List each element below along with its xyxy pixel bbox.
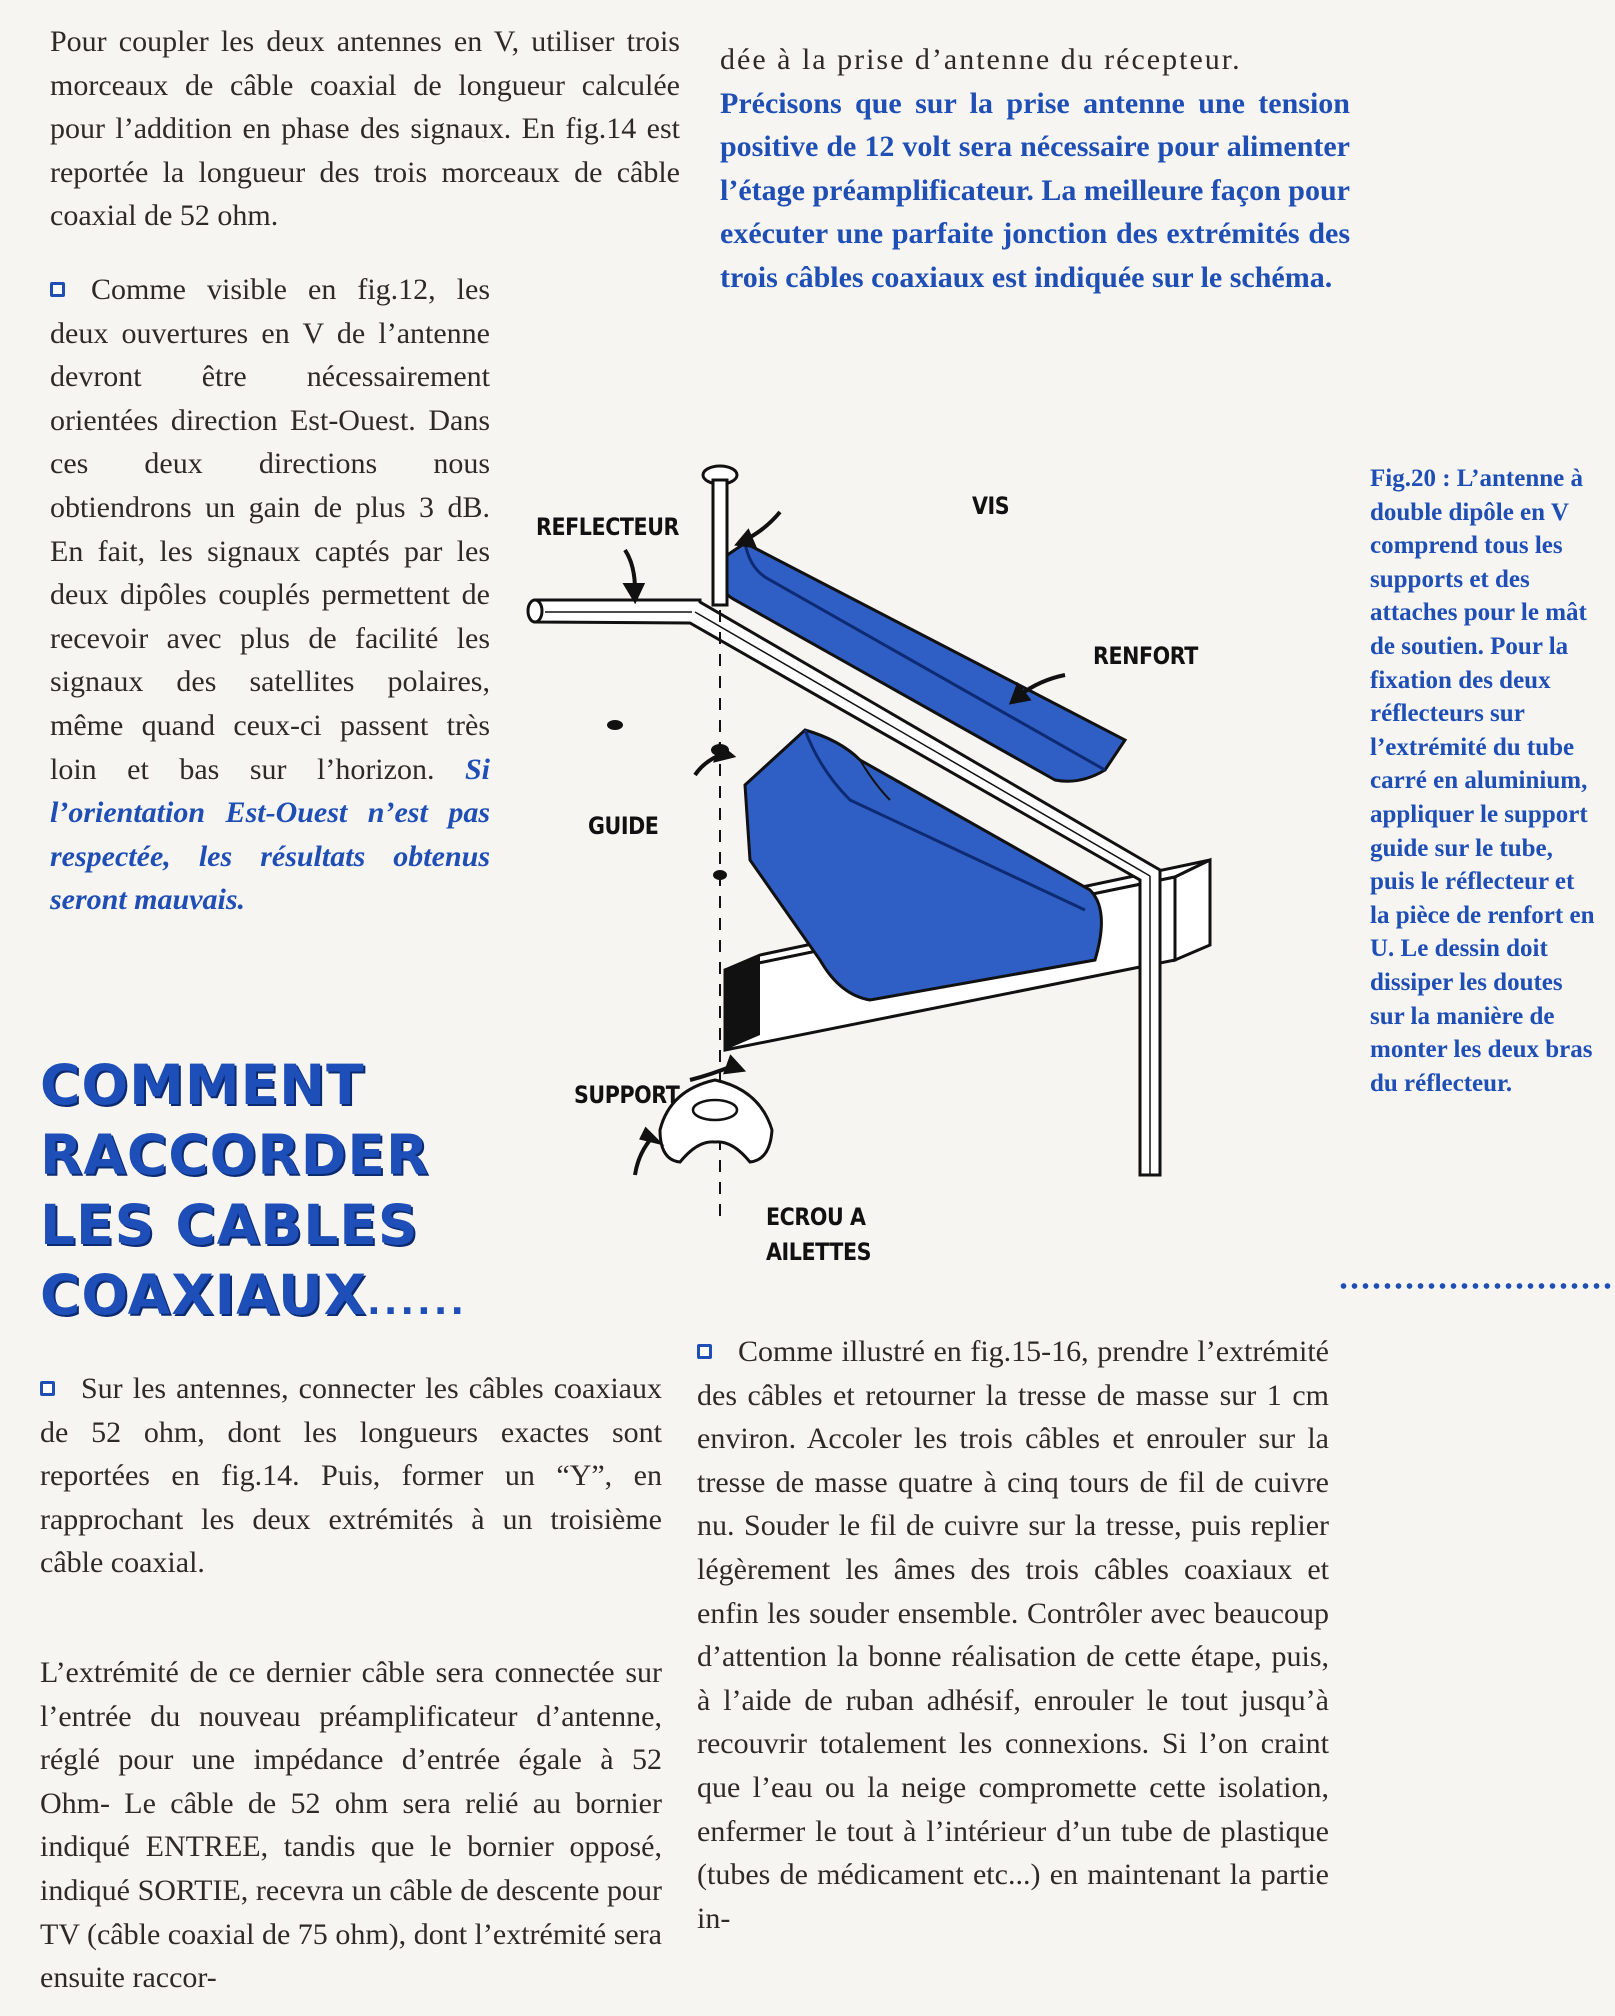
- label-reflecteur: REFLECTEUR: [536, 513, 680, 541]
- paragraph-connect: [40, 1367, 662, 1585]
- antenna-mount-illustration: [520, 440, 1340, 1270]
- orientation-warning: Si l’orientation Est-Ouest n’est pas respectée, les résultats obtenus seront mauvais.: [50, 752, 490, 917]
- right-column-top: [720, 38, 1350, 300]
- section-heading: [40, 1050, 467, 1338]
- connect-text: Sur les antennes, connecter les câbles coaxiaux de 52 ohm, dont les longueurs exactes sont reportées en fig.14. Puis, former un “Y”, en rapprochant les deux extrémités à un troisième câble coaxial.: [40, 1372, 662, 1580]
- label-renfort: RENFORT: [1093, 642, 1198, 670]
- paragraph-coupling: Pour coupler les deux antennes en V, utiliser trois morceaux de câble coaxial de longueur calculée pour l’addition en phase des signaux. En fig.14 est reportée la longueur des trois morceaux de câble coaxial de 52 ohm.: [50, 25, 680, 233]
- heading-line-3: LES CABLES: [40, 1193, 419, 1257]
- label-support: SUPPORT: [574, 1081, 680, 1109]
- orientation-text: Comme visible en fig.12, les deux ouvertures en V de l’antenne devront être nécessairement orientées direction Est-Ouest. Dans ces deux directions nous obtiendrons un gain de plus 3 dB. En fait, les signaux captés par les deux dipôles couplés permettent de recevoir avec plus de facilité les signaux des satellites polaires, même quand ceux-ci passent très loin et bas sur l’horizon.: [50, 272, 490, 786]
- left-column-bottom: [40, 1367, 662, 2000]
- paragraph-preamp: L’extrémité de ce dernier câble sera connectée sur l’entrée du nouveau préamplificateur d’antenne, réglé pour une impédance d’entrée égale à 52 Ohm- Le câble de 52 ohm sera relié au bornier indiqué ENTREE, tandis que le bornier opposé, indiqué SORTIE, recevra un câble de descente pour TV (câble coaxial de 75 ohm), dont l’extrémité sera ensuite raccor-: [40, 1655, 662, 1995]
- soldering-text: Comme illustré en fig.15-16, prendre l’extrémité des câbles et retourner la tresse de masse sur 1 cm environ. Accoler les trois câbles et enrouler sur la tresse de masse quatre à cinq tours de fil de cuivre nu. Souder le fil de cuivre sur la tresse, puis replier légèrement les âmes des trois câbles coaxiaux et enfin les souder ensemble. Contrôler avec beaucoup d’attention la bonne réalisation de cette étape, puis, à l’aide de ruban adhésif, enrouler le tout jusqu’à recouvrir totalement les connexions. Si l’on craint que l’eau ou la neige compromette cette isolation, enfermer le tout à l’intérieur d’un tube de plastique (tubes de médicament etc...) en maintenant la partie in-: [697, 1335, 1329, 1935]
- dotted-separator: [1338, 1282, 1615, 1290]
- bullet-checkbox-icon: [40, 1381, 55, 1396]
- paragraph-soldering: [697, 1330, 1329, 1940]
- label-vis: VIS: [972, 492, 1010, 520]
- heading-dots: ......: [367, 1282, 468, 1323]
- label-ecrou-line-1: ECROU A: [766, 1203, 866, 1231]
- bullet-checkbox-icon: [697, 1344, 712, 1359]
- right-column-bottom: [697, 1330, 1329, 1940]
- paragraph-precisions: Précisons que sur la prise antenne une tension positive de 12 volt sera nécessaire pour alimenter l’étage préamplificateur. La meilleure façon pour exécuter une parfaite jonction des extrémités des trois câbles coaxiaux est indiquée sur le schéma.: [720, 86, 1350, 294]
- heading-line-2: RACCORDER: [40, 1123, 430, 1187]
- heading-line-4: COAXIAUX: [40, 1263, 368, 1327]
- label-ecrou-line-2: AILETTES: [766, 1238, 872, 1266]
- figure-caption: Fig.20 : L’antenne à double dipôle en V comprend tous les supports et des attaches pour le mât de soutien. Pour la fixation des deux réflecteurs sur l’extrémité du tube carré en aluminium, appliquer le support guide sur le tube, puis le réflecteur et la pièce de renfort en U. Le dessin doit dissiper les doutes sur la manière de monter les deux bras du réflecteur.: [1370, 465, 1595, 1097]
- paragraph-continued: dée à la prise d’antenne du récepteur.: [720, 43, 1242, 76]
- label-guide: GUIDE: [588, 812, 659, 840]
- bullet-checkbox-icon: [50, 282, 65, 297]
- heading-line-1: COMMENT: [40, 1053, 365, 1117]
